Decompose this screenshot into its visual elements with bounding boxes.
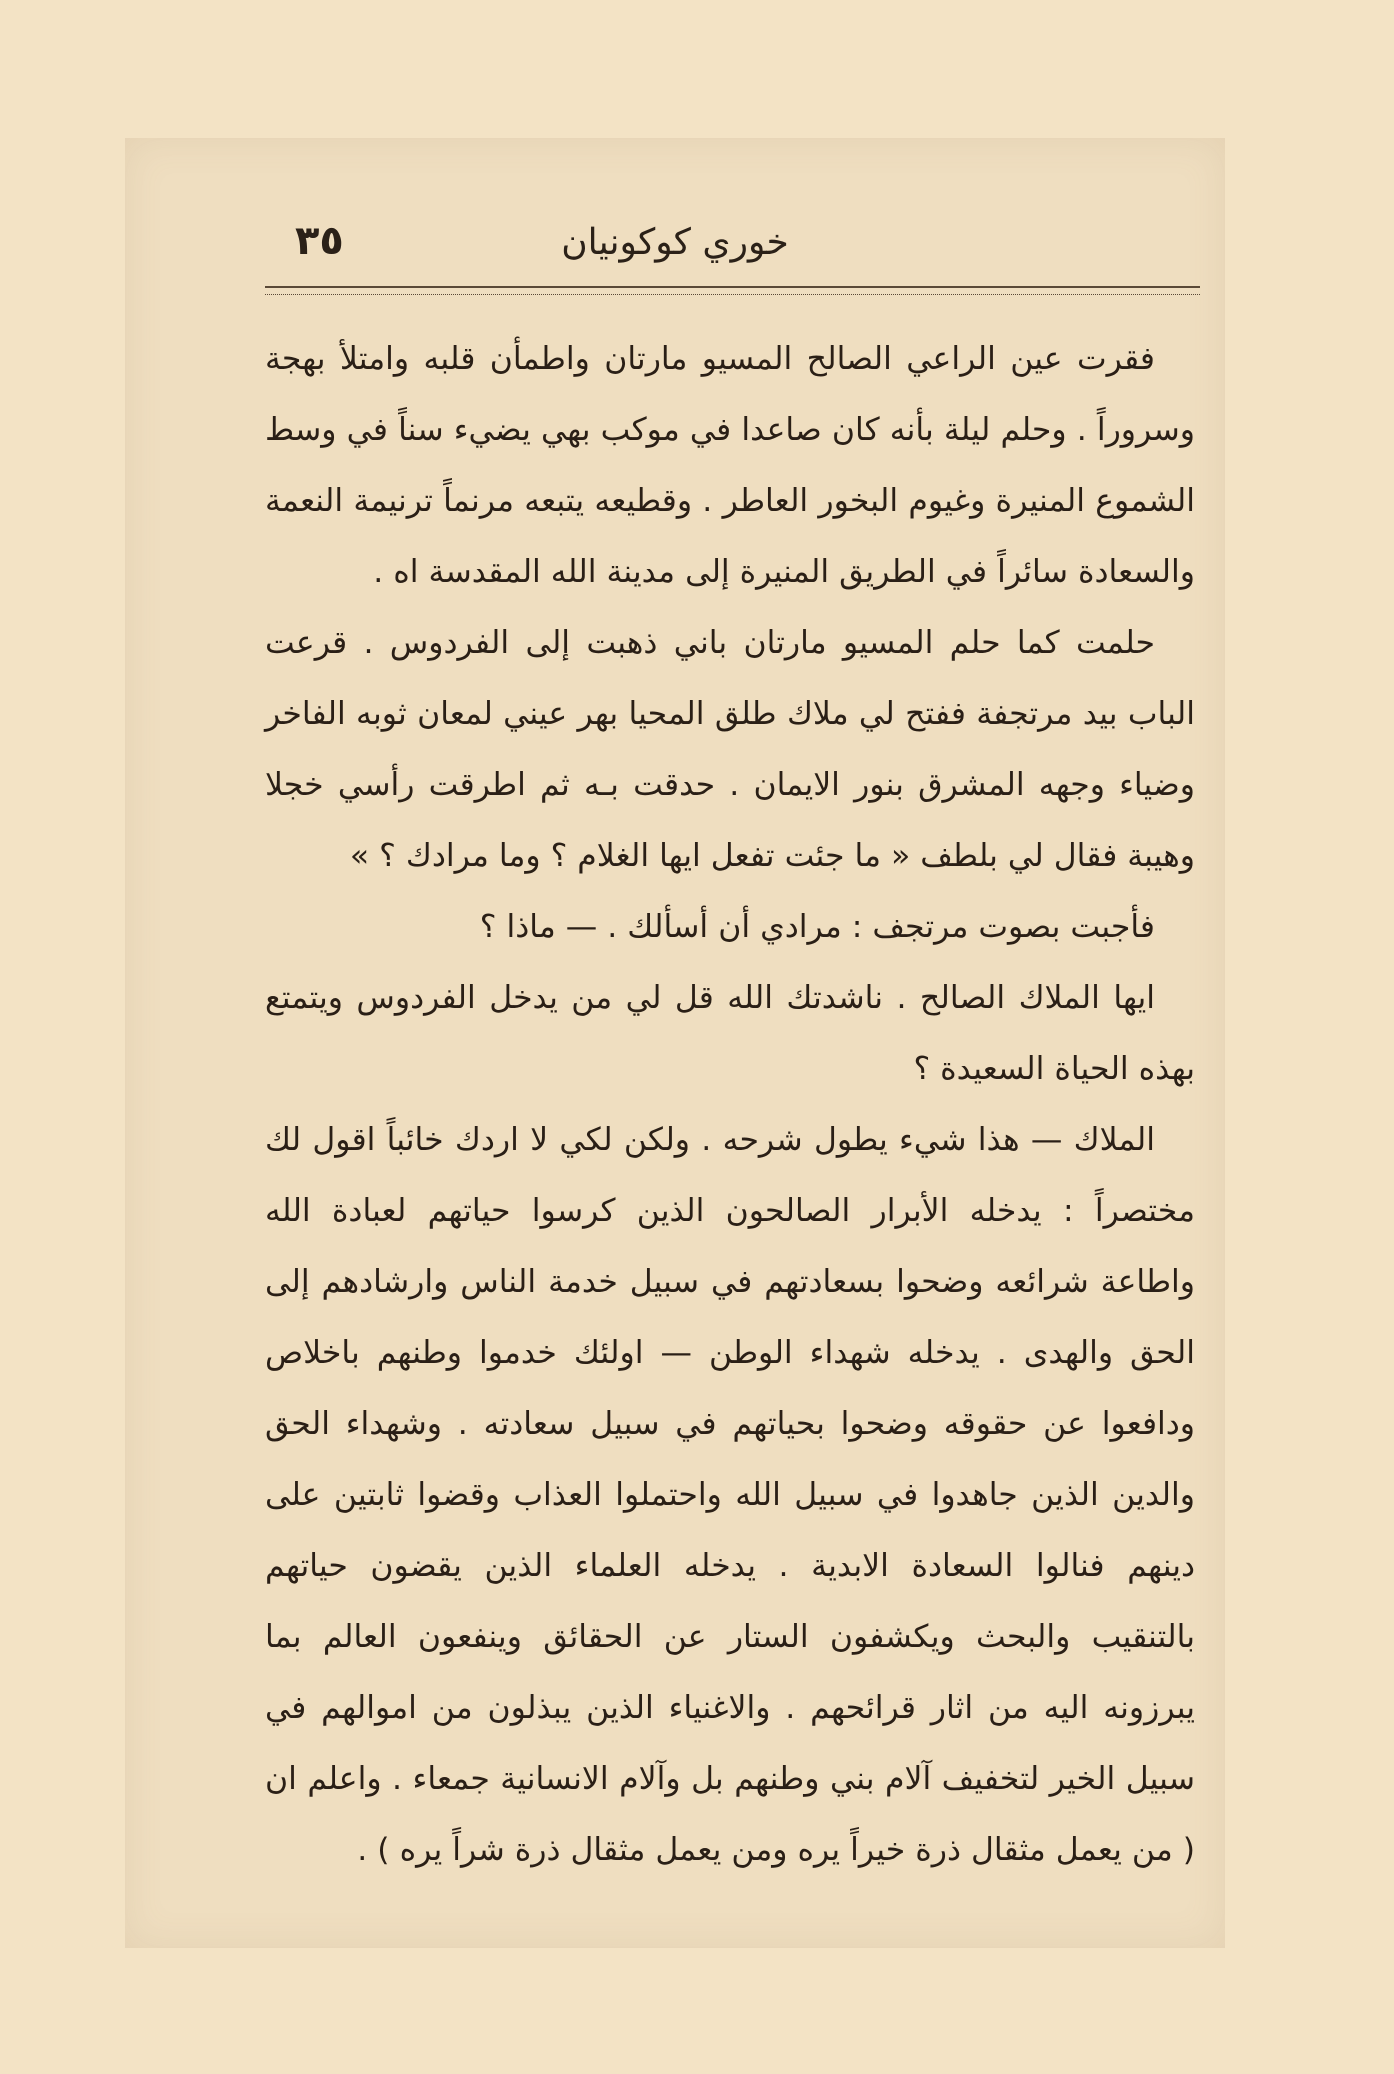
paragraph-3: فأجبت بصوت مرتجف : مرادي أن أسألك . — ماذا ؟ bbox=[479, 909, 1155, 945]
book-page bbox=[125, 138, 1225, 1948]
running-title: خوري كوكونيان bbox=[561, 222, 789, 263]
page-body bbox=[265, 324, 1195, 1886]
paragraph-4: ايها الملاك الصالح . ناشدتك الله قل لي من يدخل الفردوس ويتمتع بهذه الحياة السعيدة ؟ bbox=[265, 980, 1195, 1087]
page-number: ٣٥ bbox=[295, 218, 344, 264]
header-rule bbox=[265, 286, 1200, 295]
paragraph-5: الملاك — هذا شيء يطول شرحه . ولكن لكي لا اردك خائباً اقول لك مختصراً : يدخله الأبرار الصالحون الذين كرسوا حياتهم لعبادة الله واطاعة شرائعه وضحوا بسعادتهم في سبيل خدمة الناس وارشادهم إلى الحق والهدى . يدخله شهداء الوطن — اولئك خدموا وطنهم باخلاص ودافعوا عن حقوقه وضحوا بحياتهم في سبيل سعادته . وشهداء الحق والدين الذين جاهدوا في سبيل الله واحتملوا العذاب وقضوا ثابتين على دينهم فنالوا السعادة الابدية . يدخله العلماء الذين يقضون حياتهم بالتنقيب والبحث ويكشفون الستار عن الحقائق وينفعون العالم بما يبرزونه اليه من اثار قرائحهم . والاغنياء الذين يبذلون من اموالهم في سبيل الخير لتخفيف آلام بني وطنهم بل وآلام الانسانية جمعاء . واعلم ان ( من يعمل مثقال ذرة خيراً يره ومن يعمل مثقال ذرة شراً يره ) . bbox=[265, 1122, 1195, 1868]
page-header bbox=[125, 218, 1225, 278]
paragraph-1: فقرت عين الراعي الصالح المسيو مارتان واطمأن قلبه وامتلأ بهجة وسروراً . وحلم ليلة بأنه كان صاعدا في موكب بهي يضيء سناً في وسط الشموع المنيرة وغيوم البخور العاطر . وقطيعه يتبعه مرنماً ترنيمة النعمة والسعادة سائراً في الطريق المنيرة إلى مدينة الله المقدسة اه . bbox=[265, 341, 1195, 590]
paragraph-2: حلمت كما حلم المسيو مارتان باني ذهبت إلى الفردوس . قرعت الباب بيد مرتجفة ففتح لي ملاك طلق المحيا بهر عيني لمعان ثوبه الفاخر وضياء وجهه المشرق بنور الايمان . حدقت بـه ثم اطرقت رأسي خجلا وهيبة فقال لي بلطف « ما جئت تفعل ايها الغلام ؟ وما مرادك ؟ » bbox=[265, 625, 1195, 874]
